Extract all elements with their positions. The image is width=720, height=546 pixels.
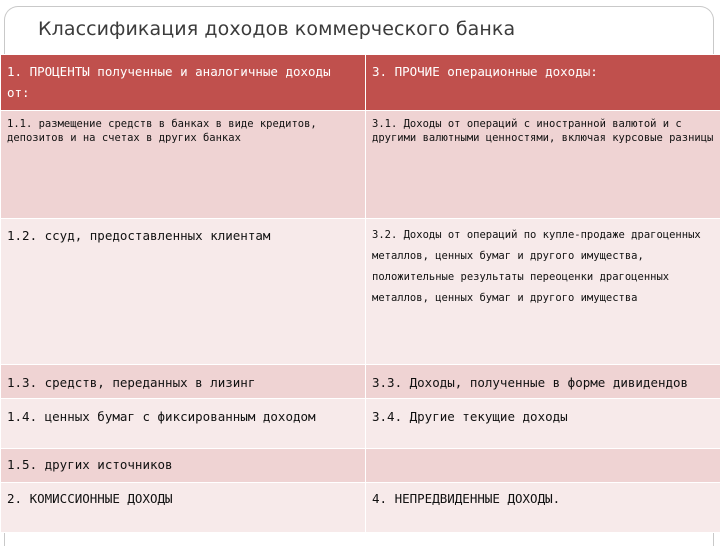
slide-title: Классификация доходов коммерческого банка: [38, 18, 515, 40]
table-cell: 2. КОМИССИОННЫЕ ДОХОДЫ: [1, 483, 366, 533]
table-cell: 3.1. Доходы от операций с иностранной валютой и с другими валютными ценностями, включая курсовые разницы: [366, 111, 720, 219]
table-cell: 1.3. средств, переданных в лизинг: [1, 365, 366, 399]
table-cell: 1.4. ценных бумаг с фиксированным доходом: [1, 399, 366, 449]
table-row: [1, 111, 720, 219]
table-cell: 3.2. Доходы от операций по купле-продаже драгоценных металлов, ценных бумаг и другого имущества, положительные результаты переоценки драгоценных металлов, ценных бумаг и другого имущества: [366, 219, 720, 365]
table-cell: 1.1. размещение средств в банках в виде кредитов, депозитов и на счетах в других банках: [1, 111, 366, 219]
table-header-row: [1, 55, 720, 111]
header-cell-interest: 1. ПРОЦЕНТЫ полученные и аналогичные доходы от:: [1, 55, 366, 111]
table-row: [1, 399, 720, 449]
table-cell: [366, 449, 720, 483]
table-cell: 1.2. ссуд, предоставленных клиентам: [1, 219, 366, 365]
table-row: [1, 365, 720, 399]
table-cell: 4. НЕПРЕДВИДЕННЫЕ ДОХОДЫ.: [366, 483, 720, 533]
table-row: [1, 219, 720, 365]
table-cell: 1.5. других источников: [1, 449, 366, 483]
table-cell: 3.4. Другие текущие доходы: [366, 399, 720, 449]
header-cell-other-operating: 3. ПРОЧИЕ операционные доходы:: [366, 55, 720, 111]
table-row: [1, 483, 720, 533]
table-row: [1, 449, 720, 483]
table-cell: 3.3. Доходы, полученные в форме дивидендов: [366, 365, 720, 399]
income-classification-table: [0, 54, 720, 533]
